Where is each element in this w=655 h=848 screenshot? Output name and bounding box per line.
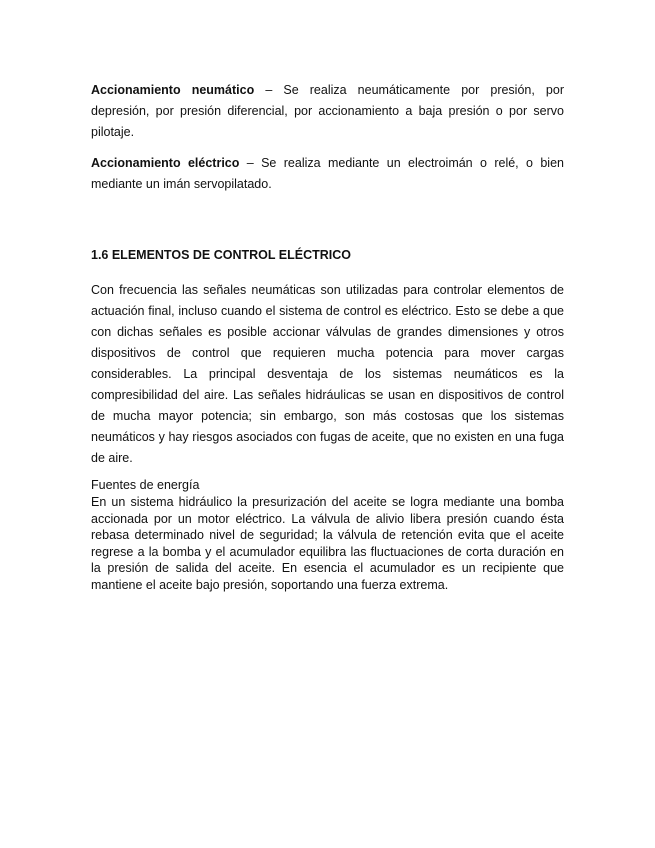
term-accionamiento-electrico: Accionamiento eléctrico [91,156,240,170]
paragraph-accionamiento-neumatico [91,80,564,143]
text-accionamiento-neumatico: – Se realiza neumáticamente por presión, por depresión, por presión diferencial, por accionamiento a baja presión o por servo pilotaje. [91,83,564,139]
term-accionamiento-neumatico: Accionamiento neumático [91,83,255,97]
document-page [91,80,564,594]
energy-sources-block [91,477,564,594]
section-body-paragraph: Con frecuencia las señales neumáticas son utilizadas para controlar elementos de actuación final, incluso cuando el sistema de control es eléctrico. Esto se debe a que con dichas señales es posible accionar válvulas de grandes dimensiones y otros dispositivos de control que requieren mucha potencia para mover cargas considerables. La principal desventaja de los sistemas neumáticos es la compresibilidad del aire. Las señales hidráulicas se usan en dispositivos de control de mucha mayor potencia; sin embargo, son más costosas que los sistemas neumáticos y hay riesgos asociados con fugas de aceite, que no existen en una fuga de aire. [91,283,564,465]
energy-sources-paragraph: En un sistema hidráulico la presurización del aceite se logra mediante una bomba accionada por un motor eléctrico. La válvula de alivio libera presión cuando ésta rebasa determinado nivel de seguridad; la válvula de retención evita que el aceite regrese a la bomba y el acumulador equilibra las fluctuaciones de corta duración en la presión de salida del aceite. En esencia el acumulador es un recipiente que mantiene el aceite bajo presión, soportando una fuerza extrema. [91,495,564,592]
section-heading: 1.6 ELEMENTOS DE CONTROL ELÉCTRICO [91,248,351,262]
text-accionamiento-electrico: – Se realiza mediante un electroimán o relé, o bien mediante un imán servopilatado. [91,156,564,191]
energy-sources-subheading: Fuentes de energía [91,478,200,492]
paragraph-accionamiento-electrico [91,153,564,195]
